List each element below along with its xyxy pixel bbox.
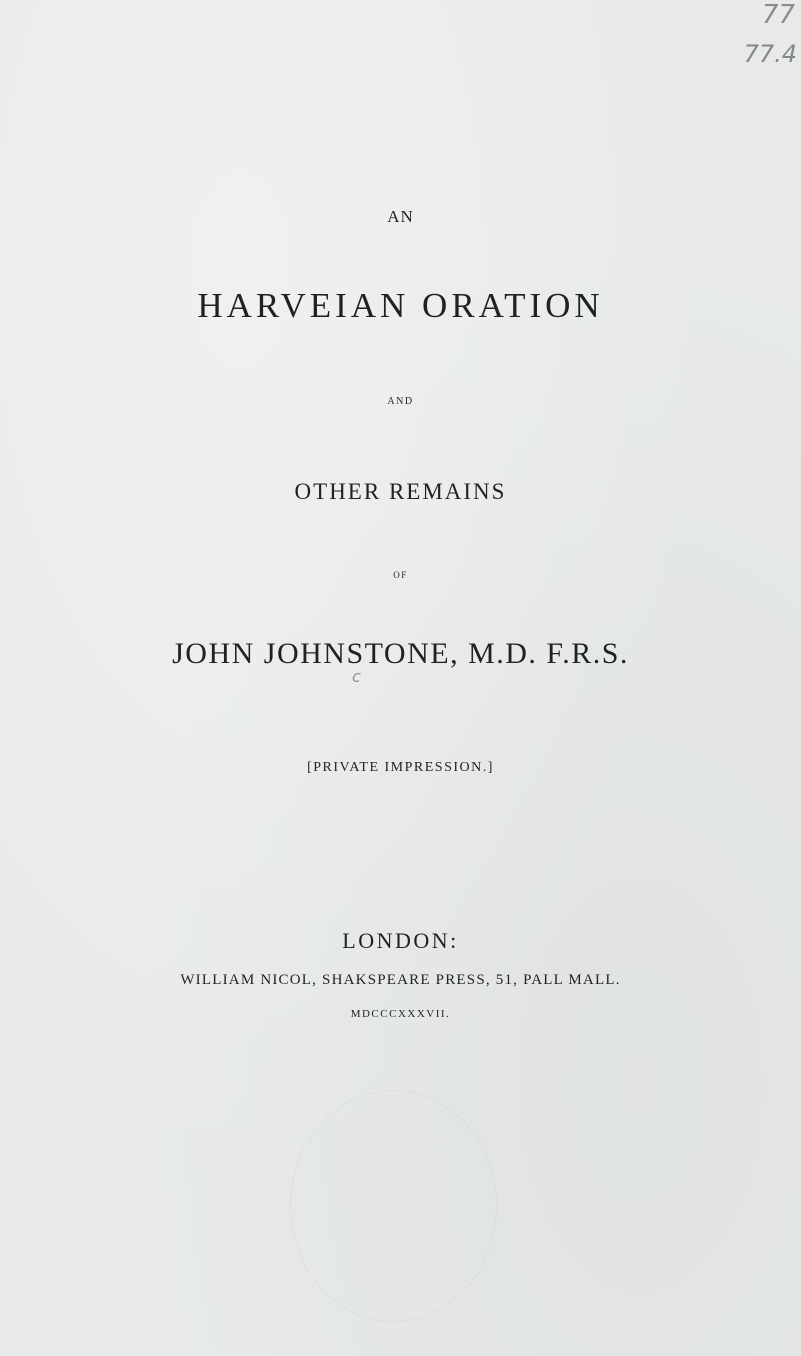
author-name: JOHN JOHNSTONE, M.D. F.R.S. <box>172 637 629 670</box>
page-title: HARVEIAN ORATION <box>197 286 604 325</box>
pencil-mark: c <box>352 667 361 686</box>
pencil-shelfmark-2: 77.4 <box>743 40 797 68</box>
conjunction-and: AND <box>387 396 414 407</box>
publication-city: LONDON: <box>342 928 459 953</box>
publication-date: MDCCCXXXVII. <box>350 1008 451 1020</box>
pencil-shelfmark-1: 77 <box>761 0 795 30</box>
subtitle: OTHER REMAINS <box>294 479 507 504</box>
publisher-line: WILLIAM NICOL, SHAKSPEARE PRESS, 51, PALL MALL. <box>180 972 621 988</box>
faded-stamp-icon <box>290 1090 497 1322</box>
preposition-of: OF <box>393 570 408 580</box>
title-prefix: AN <box>387 207 414 226</box>
impression-note: [PRIVATE IMPRESSION.] <box>307 760 494 775</box>
